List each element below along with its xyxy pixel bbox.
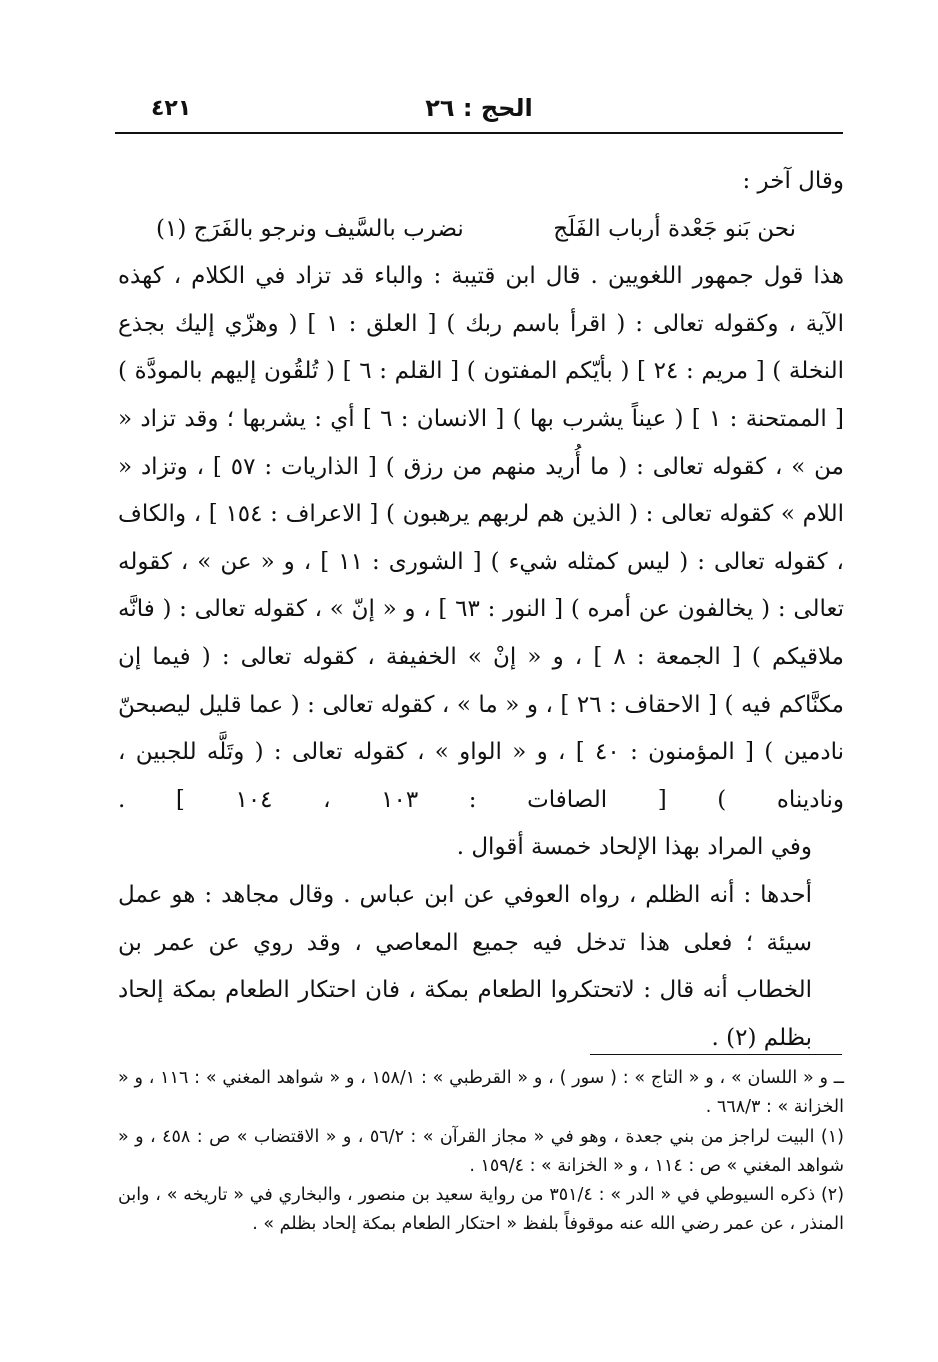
poem-verse [118, 206, 844, 254]
page-number: ٤٢١ [151, 96, 192, 121]
paragraph-ilhad-meanings: وفي المراد بهذا الإلحاد خمسة أقوال . [456, 834, 812, 861]
footnote-1: (١) البيت لراجز من بني جعدة ، وهو في « مجاز القرآن » : ٥٦/٢ ، و « الاقتضاب » ص : ٤٥٨ ، و « شواهد المغني » ص : ١١٤ ، و « الخزانة » : ١٥٩/٤ . [118, 1126, 844, 1176]
page-header [115, 92, 843, 134]
footnotes [118, 1064, 844, 1240]
footnote-separator [590, 1054, 842, 1055]
footnote-2: (٢) ذكره السيوطي في « الدر » : ٣٥١/٤ من رواية سعيد بن منصور ، والبخاري في « تاريخه » ، وابن المنذر ، عن عمر رضي الله عنه موقوفاً بلفظ « احتكار الطعام بمكة إلحاد بظلم » . [118, 1185, 845, 1235]
paragraph-ibn-qutayba: هذا قول جمهور اللغويين . قال ابن قتيبة : والباء قد تزاد في الكلام ، كهذه الآية ، وكقوله تعالى : ( اقرأ باسم ربك ) [ العلق : ١ ] ( وهزّي إليك بجذع النخلة ) [ مريم : ٢٤ ] ( بأيّكم المفتون ) [ القلم : ٦ ] ( تُلقُون إليهم بالمودَّة ) [ الممتحنة : ١ ] ( عيناً يشرب بها ) [ الانسان : ٦ ] أي : يشربها ؛ وقد تزاد « من » ، كقوله تعالى : ( ما أُريد منهم من رزق ) [ الذاريات : ٥٧ ] ، وتزاد « اللام » كقوله تعالى : ( الذين هم لربهم يرهبون ) [ الاعراف : ١٥٤ ] ، والكاف ، كقوله تعالى : ( ليس كمثله شيء ) [ الشورى : ١١ ] ، و « عن » ، كقوله تعالى : ( يخالفون عن أمره ) [ النور : ٦٣ ] ، و « إنّ » ، كقوله تعالى : ( فانَّه ملاقيكم ) [ الجمعة : ٨ ] ، و « إنْ » الخفيفة ، كقوله تعالى : ( فيما إن مكنَّاكم فيه ) [ الاحقاف : ٢٦ ] ، و « ما » ، كقوله تعالى : ( عما قليل ليصبحنّ نادمين ) [ المؤمنون : ٤٠ ] ، و « الواو » ، كقوله تعالى : ( وتَلَّه للجبين ، وناديناه ) [ الصافات : ١٠٣ ، ١٠٤ ] . [118, 263, 845, 813]
verse-first-hemistich: نحن بَنو جَعْدة أرباب الفَلَج [553, 215, 796, 242]
verse-second-hemistich: نضرب بالسَّيف ونرجو بالفَرَج (١) [156, 215, 464, 242]
main-text [118, 158, 844, 1062]
paragraph-first-meaning: أحدها : أنه الظلم ، رواه العوفي عن ابن عباس . وقال مجاهد : هو عمل سيئة ؛ فعلى هذا تدخل فيه جميع المعاصي ، وقد روي عن عمر بن الخطاب أنه قال : لاتحتكروا الطعام بمكة ، فان احتكار الطعام بمكة إلحاد بظلم (٢) . [118, 881, 812, 1051]
footnote-continuation: ــ و « اللسان » ، و « التاج » : ( سور ) ، و « القرطبي » : ١٥٨/١ ، و « شواهد المغني » : ١١٦ ، و « الخزانة » : ٦٦٨/٣ . [118, 1068, 845, 1118]
verse-intro: وقال آخر : [742, 168, 844, 194]
running-title: الحج : ٢٦ [425, 94, 533, 122]
